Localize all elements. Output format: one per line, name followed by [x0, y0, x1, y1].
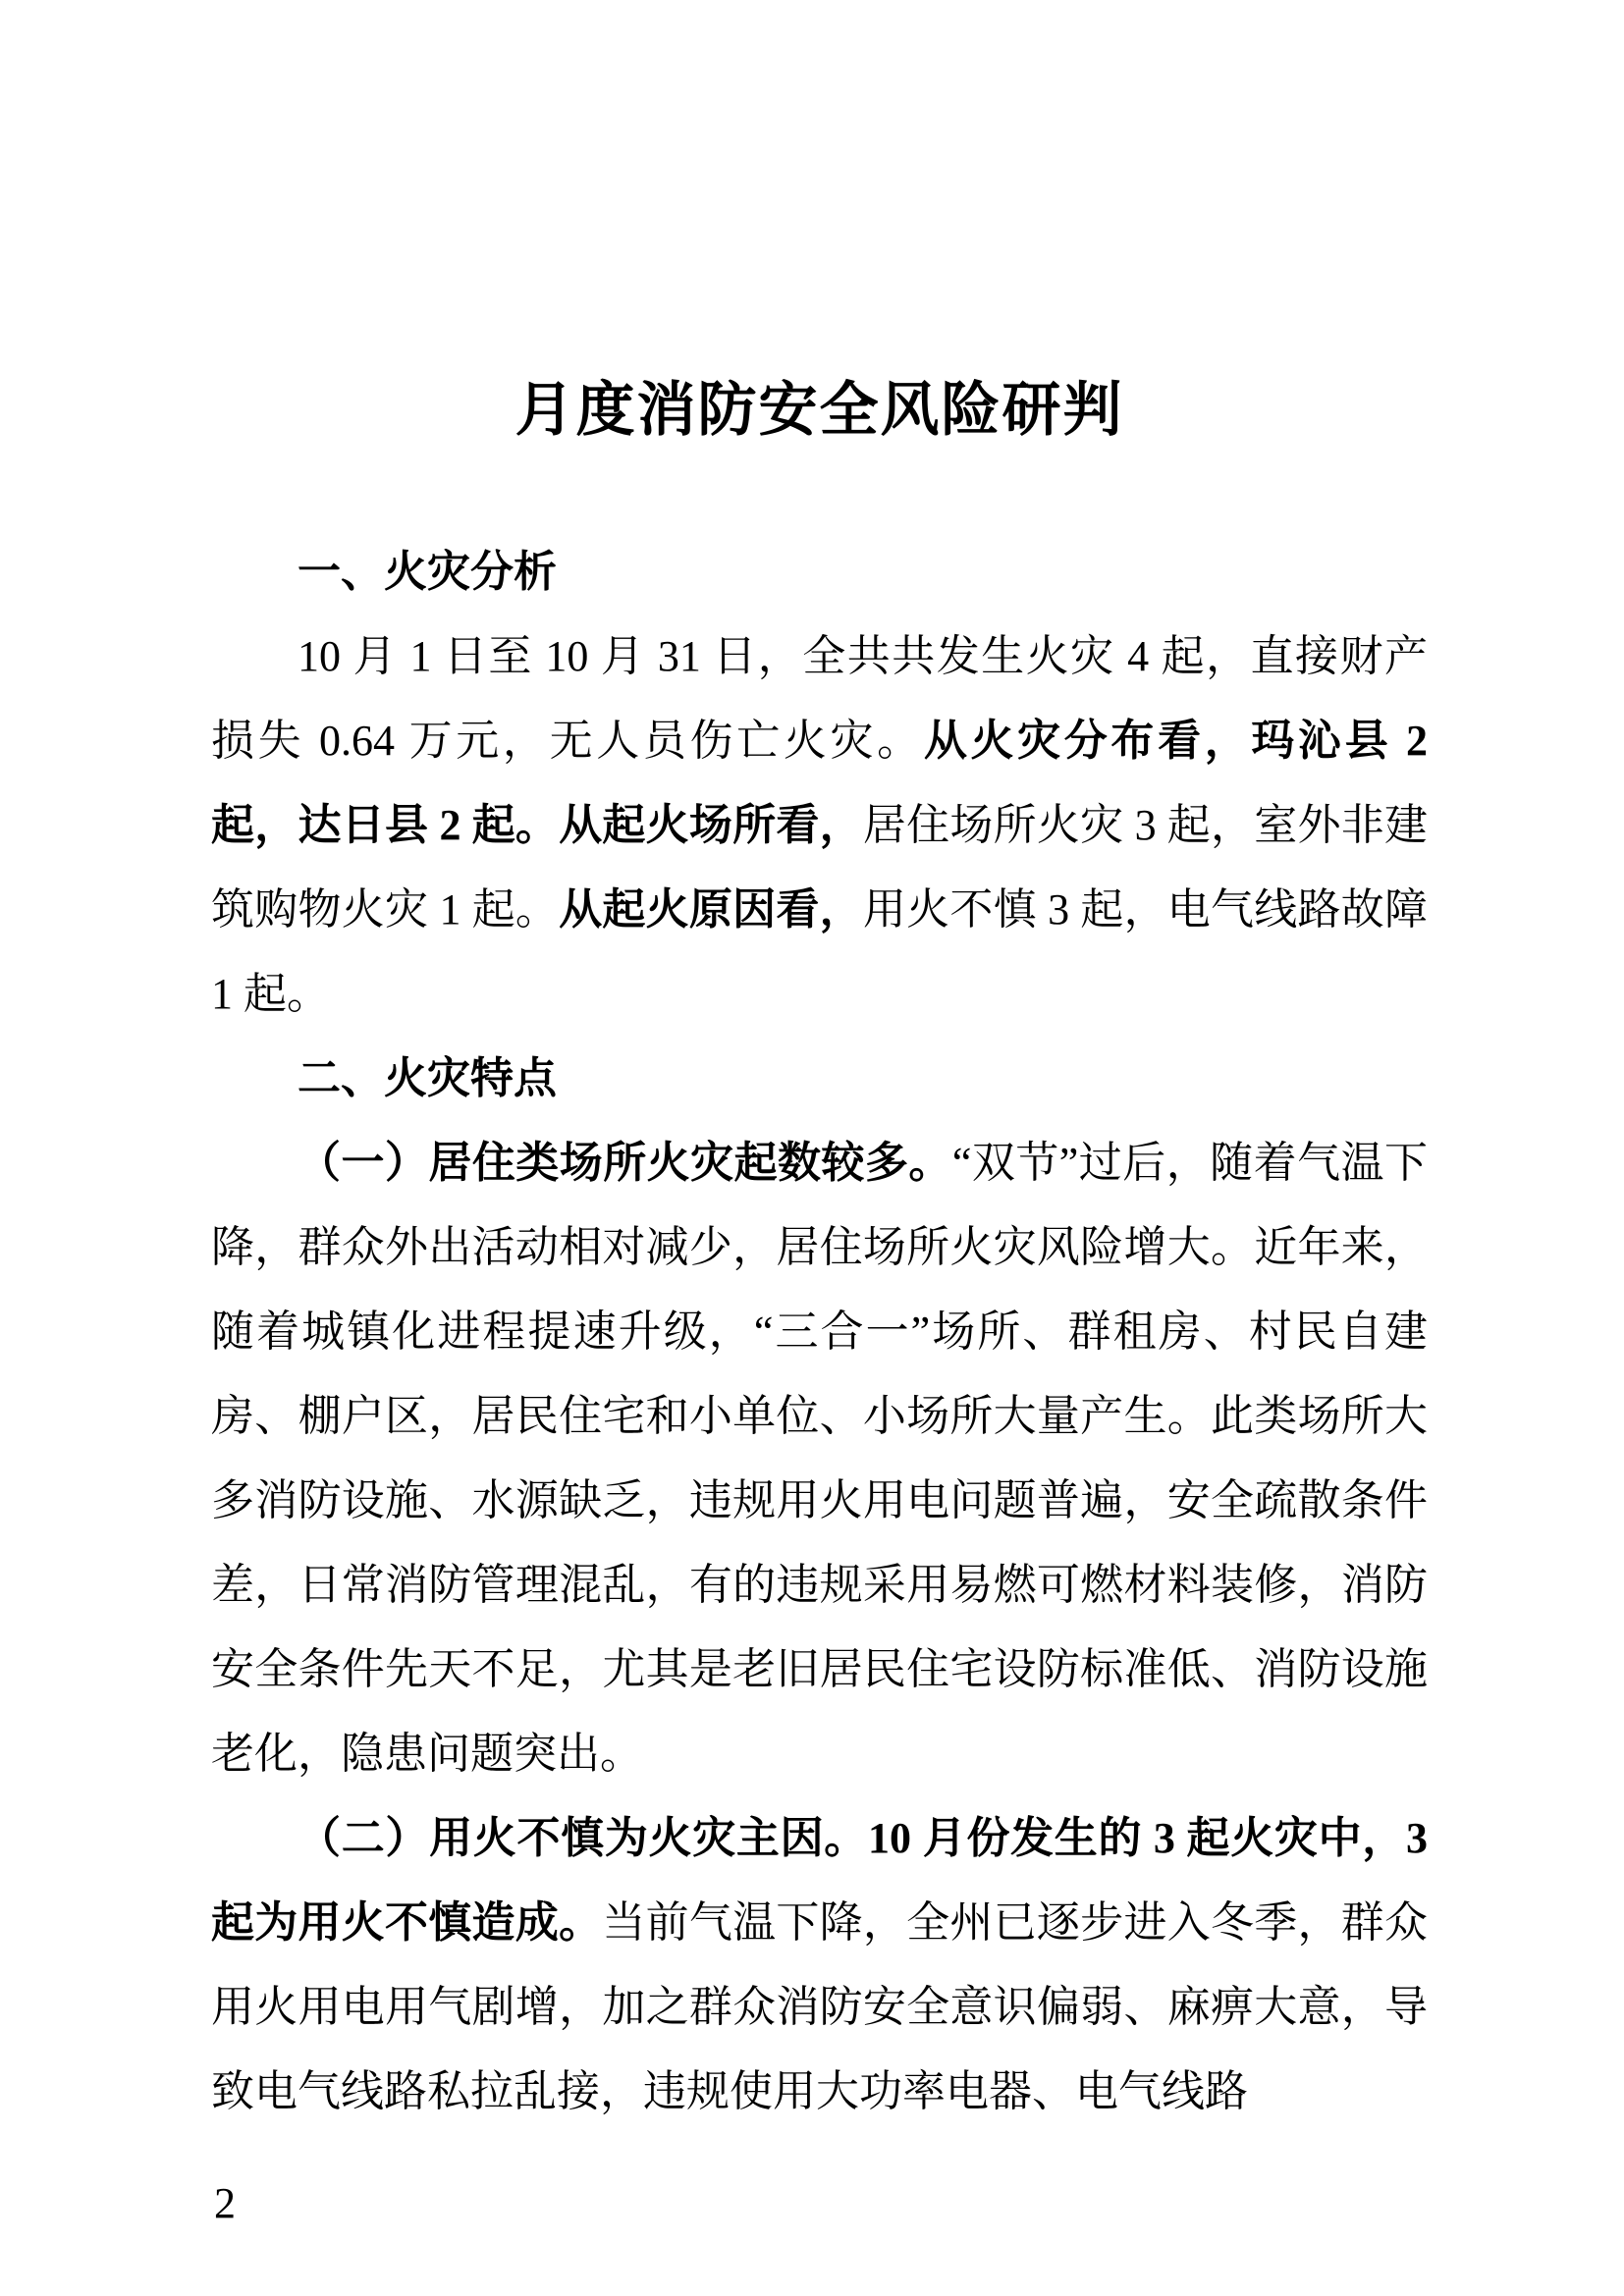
text-run: “双节”过后，随着气温下降，群众外出活动相对减少，居住场所火灾风险增大。近年来，随着城镇化进程提速升级，“三合一”场所、群租房、村民自建房、棚户区，居民住宅和小单位、小场所大量产生。此类场所大多消防设施、水源缺乏，违规用火用电问题普遍，安全疏散条件差，日常消防管理混乱，有的违规采用易燃可燃材料装修，消防安全条件先天不足，尤其是老旧居民住宅设防标准低、消防设施老化，隐患问题突出。	[211, 1139, 1428, 1778]
text-run: 当前气温下降，全州已逐步进入冬季，群众用火用电用气剧增，加之群众消防安全意识偏弱、麻痹大意，导致电气线路私拉乱接，违规使用大功率电器、电气线路	[211, 1898, 1429, 2115]
section-heading-fire-characteristics: 二、火灾特点	[298, 1054, 557, 1102]
text-run: 10 月 1 日至 10 月 31 日，全共共发生火灾 4 起，直接财产损失 0.64 万元，无人员伤亡火灾。	[211, 632, 1428, 765]
text-run-bold: 从起火原因看，	[559, 885, 863, 934]
page-number: 2	[214, 2179, 236, 2227]
text-run-bold: （一）居住类场所火灾起数较多。	[298, 1139, 952, 1187]
paragraph-fire-analysis	[211, 614, 1428, 1037]
text-run: 居住场所火灾 3 起，室外非建筑购物火灾 1 起。	[211, 801, 1429, 934]
paragraph-careless-fire-use	[211, 1796, 1428, 2134]
text-run: 用火不慎 3 起，电气线路故障 1 起。	[211, 885, 1429, 1018]
paragraph-residential-fires	[211, 1121, 1428, 1796]
document-title: 月度消防安全风险研判	[514, 378, 1124, 443]
section-heading-fire-analysis: 一、火灾分析	[298, 548, 557, 596]
text-run-bold: （二）用火不慎为火灾主因。10 月份发生的 3 起火灾中，3 起为用火不慎造成。	[211, 1814, 1428, 1947]
text-run-bold: 从火灾分布看，玛沁县 2 起，达日县 2 起。从起火场所看，	[211, 717, 1429, 849]
